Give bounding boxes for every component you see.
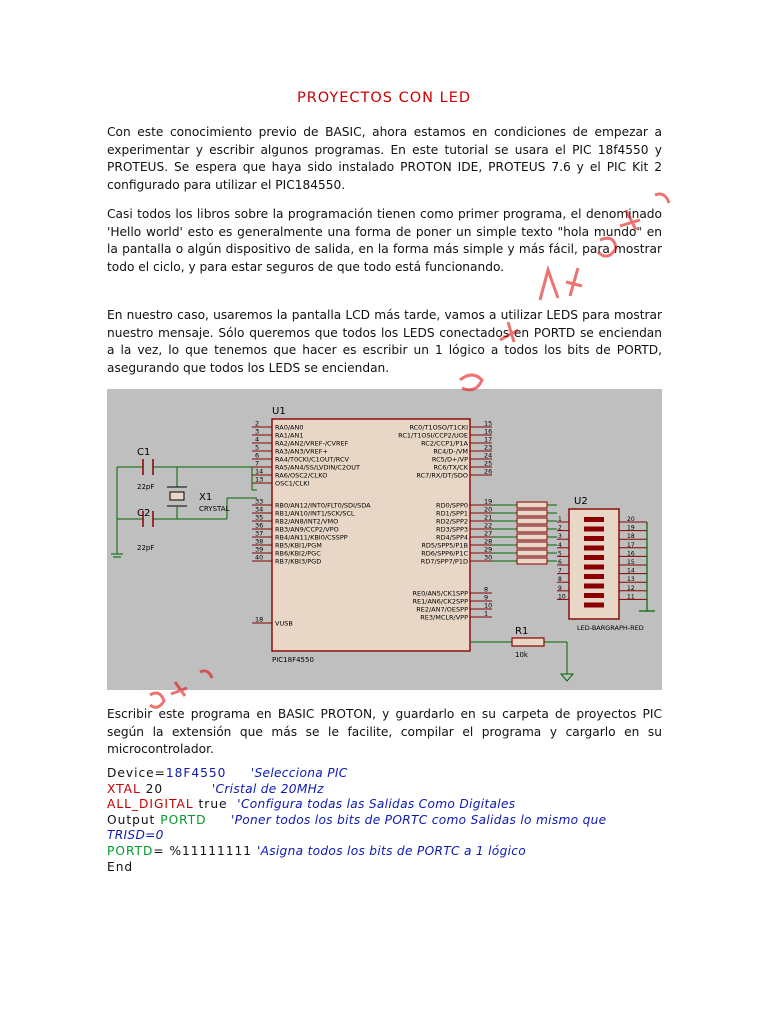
bargraph-pin-number: 20	[627, 516, 635, 523]
bargraph-pin-number: 12	[627, 584, 635, 592]
u1-pin-name: RB6/KBI2/PGC	[275, 549, 321, 558]
code-line-6: PORTD= %11111111 'Asigna todos los bits de PORTC a 1 lógico	[107, 843, 527, 858]
page-title: PROYECTOS CON LED	[296, 90, 472, 106]
u1-pin-name: RE0/AN5/CK1SPP	[412, 589, 468, 598]
u1-pin-number: 30	[484, 553, 493, 562]
u1-pin-name: OSC1/CLKI	[275, 479, 310, 488]
u1-pin-number: 9	[484, 593, 489, 602]
circuit-schematic	[107, 389, 662, 690]
u1-pin-name: RD0/SPP0	[436, 501, 468, 510]
code-line-1: Device=18F4550 'Selecciona PIC	[107, 766, 348, 780]
u1-pin-number: 10	[484, 601, 493, 610]
u1-pin-number: 6	[255, 451, 260, 460]
bargraph-led-segment	[584, 584, 604, 589]
capacitor-c1	[143, 459, 153, 475]
bargraph-pin-number: 9	[558, 584, 562, 592]
u1-pin-number: 3	[255, 427, 260, 436]
u1-pin-number: 33	[255, 497, 264, 506]
c1-label: C1	[137, 447, 151, 458]
code-line-3: ALL_DIGITAL true 'Configura todas las Salidas Como Digitales	[107, 797, 516, 812]
code-line-2: XTAL 20 'Cristal de 20MHz	[107, 781, 324, 796]
u1-pin-name: RD4/SPP4	[436, 533, 468, 542]
u1-pin-name: RB1/AN10/INT1/SCK/SCL	[275, 509, 355, 518]
r1-label: R1	[515, 626, 529, 637]
u1-pin-name: RB2/AN8/INT2/VMO	[275, 517, 339, 526]
u1-pin-number: 36	[255, 521, 264, 530]
u1-pin-name: RE2/AN7/OESPP	[416, 605, 468, 614]
paragraph-leds: En nuestro caso, usaremos la pantalla LCD más tarde, vamos a utilizar LEDS para mostrar nuestro mensaje. Sólo queremos que todos los LEDS conectados en PORTD se enciendan a la vez, lo que tenemos que hacer es escribir un 1 lógico a todos los bits de PORTD, asegurando que todos los LEDS se enciendan.	[107, 308, 662, 375]
bargraph-pin-number: 7	[558, 567, 562, 575]
u1-pin-number: 27	[484, 529, 493, 538]
u1-pin-name: RB3/AN9/CCP2/VPO	[275, 525, 339, 534]
resistor-r1	[512, 638, 544, 646]
u1-pin-number: 39	[255, 545, 264, 554]
u1-pin-number: 37	[255, 529, 264, 538]
u1-pin-number: 23	[484, 443, 493, 452]
c2-label: C2	[137, 508, 151, 519]
x1-label: X1	[199, 492, 213, 503]
led-resistor-array	[492, 502, 557, 564]
u1-pin-name: RC1/T1OSI/CCP2/UOE	[398, 431, 468, 440]
u2-label: U2	[574, 496, 588, 507]
u1-pin-number: 15	[484, 419, 493, 428]
u1-pin-name: RB5/KBI1/PGM	[275, 541, 322, 550]
u1-pin-name: RC2/CCP1/P1A	[421, 439, 468, 448]
u1-pin-name: RD3/SPP3	[436, 525, 468, 534]
bargraph-pin-number: 10	[558, 593, 566, 601]
bargraph-led-segment	[584, 527, 604, 532]
u2-part: LED-BARGRAPH-RED	[577, 624, 644, 632]
u1-part: PIC18F4550	[272, 656, 314, 664]
bargraph-pin-number: 17	[627, 541, 635, 549]
u1-pin-number: 1	[484, 609, 489, 618]
u1-pin-name: RA4/T0CKI/C1OUT/RCV	[275, 455, 349, 464]
crystal-x1	[167, 487, 187, 506]
paragraph-hello-world: Casi todos los libros sobre la programación tienen como primer programa, el denominado 'Hello world' esto es generalmente una forma de poner un simple texto "hola mundo" en la pantalla o algún dispositivo de salida, en la forma más simple y más fácil, para mostrar todo el ciclo, y para estar seguros de que todo está funcionando.	[107, 207, 662, 274]
u1-pin-number: 34	[255, 505, 264, 514]
u1-pin-name: RA0/AN0	[275, 423, 304, 432]
code-line-5: TRISD=0	[107, 828, 164, 843]
bargraph-pin-number: 19	[627, 524, 635, 532]
bargraph-led-segment	[584, 546, 604, 551]
paragraph-intro: Con este conocimiento previo de BASIC, ahora estamos en condiciones de empezar a experimentar y escribir algunos programas. En este tutorial se usara el PIC 18f4550 y PROTEUS. Se espera que haya sido instalado PROTON IDE, PROTEUS 7.6 y el PIC Kit 2 configurado para utilizar el PIC184550.	[107, 125, 662, 192]
code-line-7: End	[107, 859, 134, 874]
u1-pin-name: RC0/T1OSO/T1CKI	[409, 423, 468, 432]
u1-pin-number: 19	[484, 497, 493, 506]
u1-pin-number: 22	[484, 521, 493, 530]
bargraph-pin-number: 4	[558, 541, 562, 549]
u1-pin-name: RB4/AN11/KBI0/CSSPP	[275, 533, 348, 542]
u1-pin-number: 16	[484, 427, 493, 436]
resistor-network-element	[517, 518, 547, 524]
bargraph-pin-number: 16	[627, 550, 635, 558]
u1-pin-number: 2	[255, 419, 260, 428]
u1-pin-number: 7	[255, 459, 260, 468]
u1-pin-number: 21	[484, 513, 493, 522]
resistor-network-element	[517, 550, 547, 556]
u1-pin-name: VUSB	[275, 619, 293, 628]
resistor-network-element	[517, 526, 547, 532]
bargraph-pin-number: 1	[558, 516, 562, 523]
bargraph-pin-number: 11	[627, 593, 635, 601]
u1-pin-name: RC5/D+/VP	[431, 455, 468, 464]
bargraph-pin-number: 13	[627, 576, 635, 584]
u1-pin-name: RD1/SPP1	[436, 509, 468, 518]
u1-pin-number: 38	[255, 537, 264, 546]
bargraph-led-segment	[584, 565, 604, 570]
bargraph-pin-number: 8	[558, 576, 562, 584]
bargraph-led-segment	[584, 536, 604, 541]
u1-pin-number: 20	[484, 505, 493, 514]
resistor-network-element	[517, 542, 547, 548]
u1-pin-number: 24	[484, 451, 493, 460]
u1-pin-number: 25	[484, 459, 493, 468]
u1-pin-number: 8	[484, 585, 489, 594]
u1-pin-name: RB7/KBI3/PGD	[275, 557, 322, 566]
bargraph-led-segment	[584, 517, 604, 522]
bargraph-led-segment	[584, 603, 604, 608]
bargraph-led-segment	[584, 555, 604, 560]
bargraph-led-segment	[584, 593, 604, 598]
u1-pin-name: RD2/SPP2	[436, 517, 468, 526]
u1-pin-number: 40	[255, 553, 264, 562]
bargraph-led-segment	[584, 574, 604, 579]
u1-pin-number: 35	[255, 513, 264, 522]
code-line-4: Output PORTD 'Poner todos los bits de PORTC como Salidas lo mismo que	[107, 812, 607, 827]
u1-pin-number: 29	[484, 545, 493, 554]
u1-pin-number: 17	[484, 435, 493, 444]
u1-pin-name: RD7/SPP7/P1D	[420, 557, 468, 566]
u1-pin-number: 14	[255, 467, 264, 476]
u1-pin-name: RB0/AN12/INT0/FLT0/SDI/SDA	[275, 501, 371, 510]
bargraph-pin-number: 18	[627, 533, 635, 541]
bargraph-pin-number: 6	[558, 559, 562, 566]
u1-pin-number: 5	[255, 443, 260, 452]
u1-pin-name: RD5/SPP5/P1B	[421, 541, 468, 550]
u1-pin-name: RC4/D-/VM	[433, 447, 468, 456]
bargraph-pin-number: 14	[627, 567, 635, 575]
bargraph-pin-number: 3	[558, 533, 562, 541]
c2-value: 22pF	[137, 544, 155, 552]
u1-pin-number: 13	[255, 475, 264, 484]
bargraph-pin-number: 5	[558, 550, 562, 558]
u1-pin-number: 28	[484, 537, 493, 546]
u1-pin-number: 4	[255, 435, 260, 444]
u1-pin-name: RC6/TX/CK	[433, 463, 468, 472]
resistor-network-element	[517, 502, 547, 508]
u1-pin-name: RA3/AN3/VREF+	[275, 447, 328, 456]
u1-label: U1	[272, 406, 286, 417]
u1-pin-number: 26	[484, 467, 493, 476]
u1-pin-name: RA5/AN4/SS/LVDIN/C2OUT	[275, 463, 360, 472]
u1-pin-name: RE1/AN6/CK2SPP	[412, 597, 468, 606]
paragraph-instructions: Escribir este programa en BASIC PROTON, y guardarlo en su carpeta de proyectos PIC según la extensión que más se le facilite, compilar el programa y cargarlo en su microcontrolador.	[107, 707, 662, 757]
bargraph-pin-number: 2	[558, 524, 562, 532]
x1-value: CRYSTAL	[199, 505, 230, 513]
u1-pin-name: RA6/OSC2/CLKO	[275, 471, 328, 480]
oscillator-wires	[111, 467, 257, 557]
u1-pin-number: 18	[255, 615, 264, 624]
u1-pin-name: RA1/AN1	[275, 431, 304, 440]
u1-pin-name: RC7/RX/DT/SDO	[416, 471, 468, 480]
u1-pin-name: RD6/SPP6/P1C	[421, 549, 468, 558]
resistor-network-element	[517, 558, 547, 564]
r1-value: 10k	[515, 651, 528, 659]
c1-value: 22pF	[137, 483, 155, 491]
resistor-network-element	[517, 534, 547, 540]
u1-pin-name: RE3/MCLR/VPP	[420, 613, 468, 622]
resistor-network-element	[517, 510, 547, 516]
schematic-drawing	[107, 389, 662, 690]
u1-pin-name: RA2/AN2/VREF-/CVREF	[275, 439, 349, 448]
bargraph-pin-number: 15	[627, 559, 635, 566]
code-block	[107, 766, 667, 875]
